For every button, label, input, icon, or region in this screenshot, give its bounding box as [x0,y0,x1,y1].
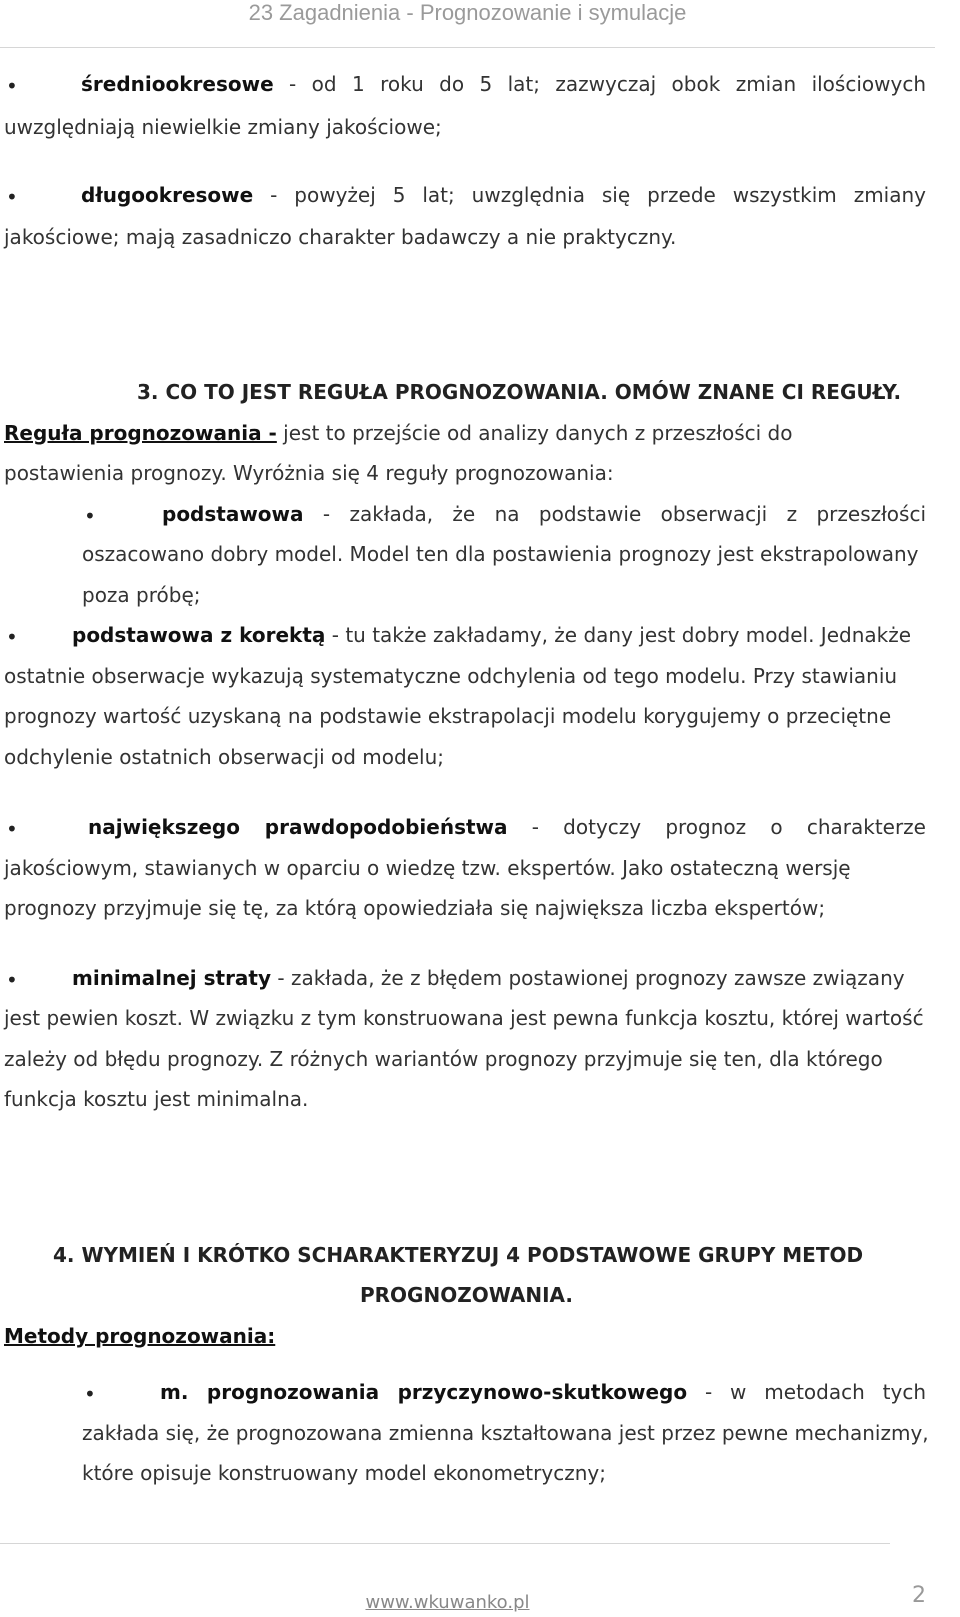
paragraph-line: zakłada się, że prognozowana zmienna kształtowana jest przez pewne mechanizmy, [82,1421,929,1445]
paragraph-line: największego prawdopodobieństwa - dotyczy prognoz o charakterze [88,815,926,839]
section-heading-3: 3. CO TO JEST REGUŁA PROGNOZOWANIA. OMÓW ZNANE CI REGUŁY. [137,380,902,404]
paragraph-line: funkcja kosztu jest minimalna. [4,1087,309,1111]
paragraph-line: minimalnej straty - zakłada, że z błędem postawionej prognozy zawsze związany [72,966,905,990]
paragraph-line: jakościowe; mają zasadniczo charakter badawczy a nie praktyczny. [4,225,677,249]
paragraph-line: zależy od błędu prognozy. Z różnych wariantów prognozy przyjmuje się ten, dla którego [4,1047,883,1071]
section-heading-4-continued: PROGNOZOWANIA. [360,1283,573,1307]
bullet-icon: • [6,968,18,992]
bullet-icon: • [6,817,18,841]
paragraph-line: średniookresowe - od 1 roku do 5 lat; zazwyczaj obok zmian ilościowych [81,72,926,96]
paragraph-line: m. prognozowania przyczynowo-skutkowego - w metodach tych [160,1380,926,1404]
bullet-icon: • [6,185,18,209]
header-divider [0,47,935,48]
bullet-icon: • [84,504,96,528]
paragraph-line: oszacowano dobry model. Model ten dla postawienia prognozy jest ekstrapolowany [82,542,919,566]
paragraph-line: jest pewien koszt. W związku z tym konstruowana jest pewna funkcja kosztu, której wartość [4,1006,924,1030]
paragraph-line: podstawowa z korektą - tu także zakładamy, że dany jest dobry model. Jednakże [72,623,912,647]
paragraph-line: prognozy wartość uzyskaną na podstawie ekstrapolacji modelu korygujemy o przeciętne [4,704,892,728]
paragraph-line: ostatnie obserwacje wykazują systematyczne odchylenia od tego modelu. Przy stawianiu [4,664,898,688]
subheading-methods: Metody prognozowania: [4,1324,276,1348]
header-title: 23 Zagadnienia - Prognozowanie i symulacje [248,0,687,25]
paragraph-line: jakościowym, stawianych w oparciu o wiedzę tzw. ekspertów. Jako ostateczną wersję [4,856,851,880]
bullet-icon: • [6,74,18,98]
paragraph-line: długookresowe - powyżej 5 lat; uwzględnia się przede wszystkim zmiany [81,183,926,207]
paragraph-line: podstawowa - zakłada, że na podstawie obserwacji z przeszłości [162,502,926,526]
bullet-icon: • [6,625,18,649]
footer-website-link[interactable]: www.wkuwanko.pl [365,1592,530,1613]
section-heading-4: 4. WYMIEŃ I KRÓTKO SCHARAKTERYZUJ 4 PODSTAWOWE GRUPY METOD [53,1243,864,1267]
paragraph-line: Reguła prognozowania - jest to przejście od analizy danych z przeszłości do [4,421,793,445]
paragraph-line: które opisuje konstruowany model ekonometryczny; [82,1461,606,1485]
footer-divider [0,1543,890,1544]
paragraph-line: postawienia prognozy. Wyróżnia się 4 reguły prognozowania: [4,461,614,485]
paragraph-line: poza próbę; [82,583,201,607]
paragraph-line: prognozy przyjmuje się tę, za którą opowiedziała się największa liczba ekspertów; [4,896,826,920]
paragraph-line: odchylenie ostatnich obserwacji od modelu; [4,745,444,769]
paragraph-line: uwzględniają niewielkie zmiany jakościowe; [4,115,442,139]
page-number: 2 [912,1583,926,1608]
bullet-icon: • [84,1382,96,1406]
